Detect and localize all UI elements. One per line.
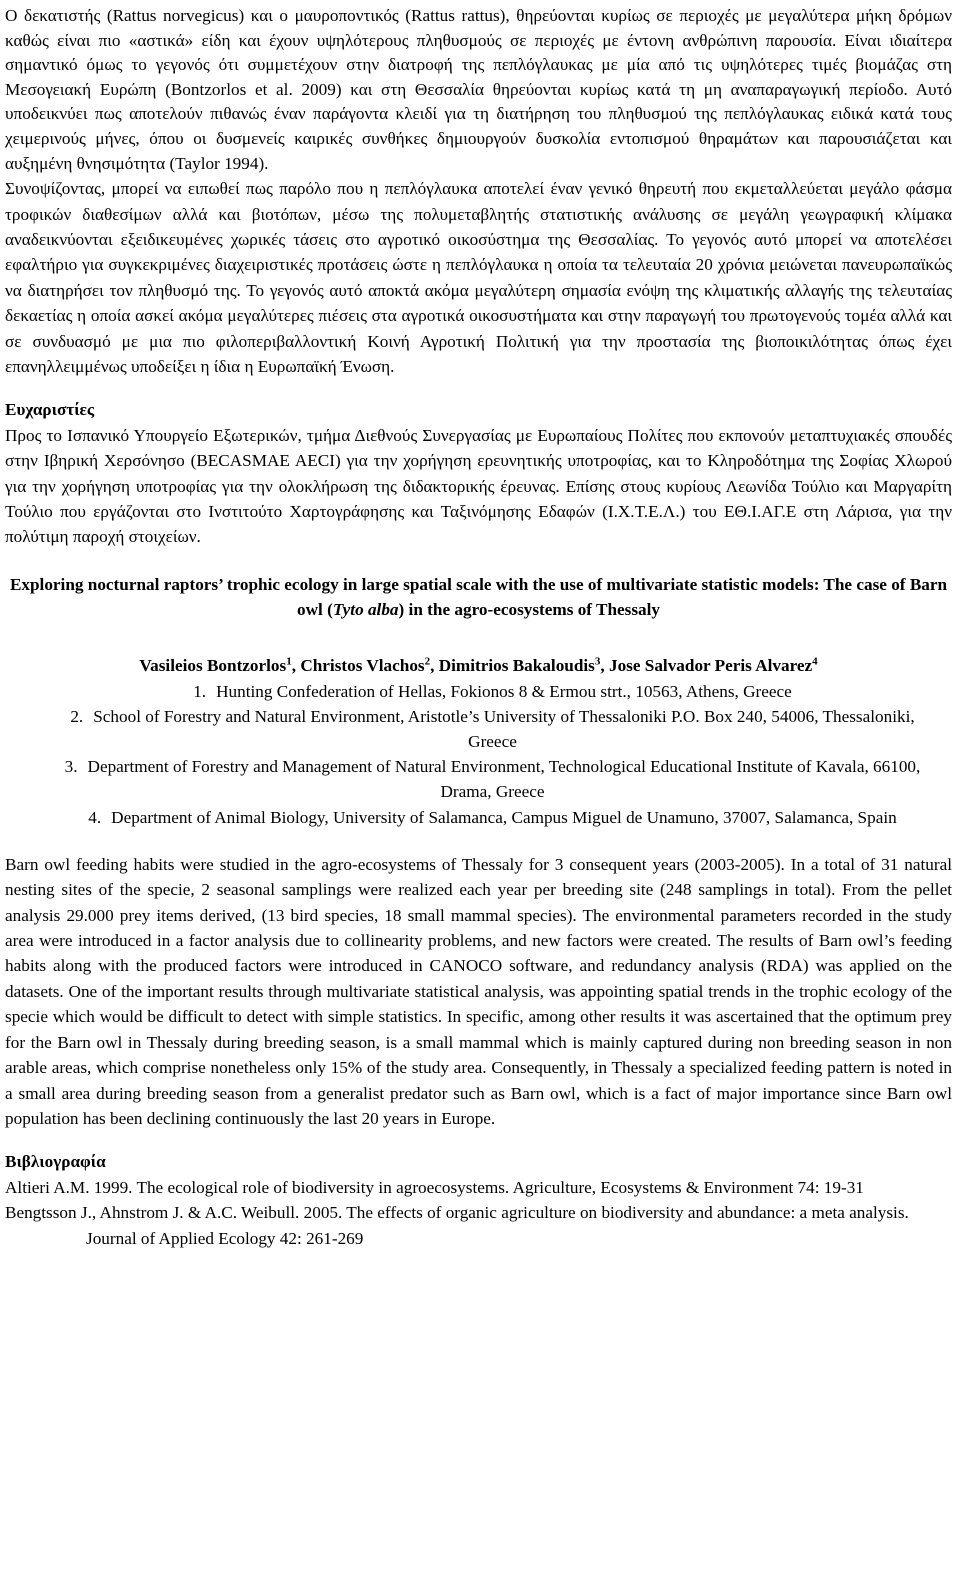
affiliation-item — [45, 704, 940, 754]
author-name: Dimitrios Bakaloudis — [438, 656, 595, 676]
author-affiliation-mark: 1 — [286, 655, 292, 668]
affiliation-text: Department of Forestry and Management of Natural Environment, Technological Educational Institute of Kavala, 66100, Drama, Greece — [87, 757, 921, 802]
author-name: Vasileios Bontzorlos — [139, 656, 287, 676]
affiliation-text: School of Forestry and Natural Environment, Aristotle’s University of Thessaloniki P.O. Box 240, 54006, Thessaloniki, Greece — [93, 706, 915, 752]
bibliography-heading: Βιβλιογραφία — [5, 1152, 106, 1172]
greek-paragraph-rats: Ο δεκατιστής (Rattus norvegicus) και ο μαυροποντικός (Rattus rattus), θηρεύονται κυρίως σε περιοχές με μεγαλύτερα μήκη δρόμων καθώς είναι πιο «αστικά» είδη και έχουν υψηλότερους πληθυσμούς σε περιοχές με έντονη ανθρώπινη παρουσία. Είναι ιδιαίτερα σημαντικό όμως το γεγονός ότι συμμετέχουν στην διατροφή της πεπλόγλαυκας με μία από τις υψηλότερες τιμές βιομάζας στη Μεσογειακή Ευρώπη (Bontzorlos et al. 2009) και στη Θεσσαλία θηρεύονται κυρίως κατά τη μη αναπαραγωγική περίοδο. Αυτό υποδεικνύει πως αποτελούν πιθανώς έναν παράγοντα κλειδί για τη διατήρηση του πληθυσμού της πεπλόγλαυκας ειδικά κατά τους χειμερινούς μήνες, όπου οι δυσμενείς καιρικές συνθήκες δημιουργούν δυσκολία εντοπισμού θηραμάτων και παρουσιάζεται και αυξημένη θνησιμότητα (Taylor 1994). — [5, 6, 952, 173]
author-list — [5, 653, 952, 679]
affiliation-text: Department of Animal Biology, University of Salamanca, Campus Miguel de Unamuno, 37007, Salamanca, Spain — [111, 807, 897, 827]
affiliation-text: Hunting Confederation of Hellas, Fokionos 8 & Ermou strt., 10563, Athens, Greece — [216, 681, 792, 701]
author-name: Jose Salvador Peris Alvarez — [608, 656, 813, 676]
acknowledgements-text: Προς το Ισπανικό Υπουργείο Εξωτερικών, τμήμα Διεθνούς Συνεργασίας με Ευρωπαίους Πολίτες που εκπονούν μεταπτυχιακές σπουδές στην Ιβηρική Χερσόνησο (BECASMAE AECI) για την χορήγηση ερευνητικής υποτροφίας, και το Κληροδότημα της Σοφίας Χλωρού για την χορήγηση υποτροφίας για την ολοκλήρωση της διδακτορικής έρευνας. Επίσης στους κυρίους Λεωνίδα Τούλιο και Μαργαρίτη Τούλιο που εργάζονται στο Ινστιτούτο Χαρτογράφησης και Ταξινόμησης Εδαφών (Ι.Χ.Τ.Ε.Λ.) του ΕΘ.Ι.ΑΓ.Ε στη Λάρισα, για την πολύτιμη παροχή στοιχείων. — [5, 425, 952, 547]
author-separator: , — [600, 656, 609, 676]
author-affiliation-mark: 2 — [424, 655, 431, 668]
affiliation-number: 1. — [193, 681, 207, 701]
reference-entry: Altieri A.M. 1999. The ecological role of biodiversity in agroecosystems. Agriculture, Ecosystems & Environment 74: 19-31 — [5, 1177, 864, 1197]
reference-entry: Bengtsson J., Ahnstrom J. & A.C. Weibull. 2005. The effects of organic agriculture on biodiversity and abundance: a meta analysis. Journal of Applied Ecology 42: 261-269 — [5, 1203, 909, 1248]
section-gap — [5, 1131, 952, 1149]
english-article-title — [5, 572, 952, 623]
title-part-1: Exploring nocturnal raptors’ trophic ecology in large spatial scale with the use of multivariate statistic models: The case of Barn owl ( — [9, 574, 948, 620]
affiliation-item — [45, 679, 940, 704]
greek-paragraph-summary: Συνοψίζοντας, μπορεί να ειπωθεί πως παρόλο που η πεπλόγλαυκα αποτελεί έναν γενικό θηρευτή που εκμεταλλεύεται μεγάλο φάσμα τροφικών διαθεσίμων αλλά και βιοτόπων, μέσω της πολυμεταβλητής στατιστικής ανάλυσης σε μεγάλη γεωγραφική κλίμακα αναδεικνύονται εξειδικευμένες χωρικές τάσεις στο αγροτικό οικοσύστημα της Θεσσαλίας. Το γεγονός αυτό μπορεί να αποτελέσει εφαλτήριο για συγκεκριμένες διαχειριστικές προτάσεις ώστε η πεπλόγλαυκα η οποία τα τελευταία 20 χρόνια μειώνεται πανευρωπαϊκώς να διατηρήσει τον πληθυσμό της. Το γεγονός αυτό αποκτά ακόμα μεγαλύτερη σημασία ενόψη της κλιματικής αλλαγής της τελευταίας δεκαετίας η οποία ασκεί ακόμα μεγαλύτερες πιέσεις στα αγροτικά οικοσυστήματα και στην παραγωγή του πρωτογενούς τομέα αλλά και σε συνδυασμό με μια πιο φιλοπεριβαλλοντική Κοινή Αγροτική Πολιτική για την προστασία της βιοποικιλότητας όπως έχει επανηλλειμμένως υποδείξει η ίδια η Ευρωπαϊκή Ένωση. — [5, 179, 952, 376]
affiliation-number: 2. — [70, 706, 84, 726]
affiliation-item — [45, 805, 940, 830]
affiliation-list — [5, 679, 952, 830]
title-part-2: ) in the agro-ecosystems of Thessaly — [398, 600, 660, 620]
affiliation-item — [45, 754, 940, 804]
author-affiliation-mark: 3 — [594, 655, 601, 668]
author-separator: , — [430, 656, 439, 676]
english-abstract: Barn owl feeding habits were studied in the agro-ecosystems of Thessaly for 3 consequent years (2003-2005). In a total of 31 natural nesting sites of the specie, 2 seasonal samplings were realized each year per breeding site (248 samplings in total). From the pellet analysis 29.000 prey items derived, (13 bird species, 18 small mammal species). The environmental parameters recorded in the study area were introduced in a factor analysis due to collinearity problems, and new factors were created. The results of Barn owl’s feeding habits along with the produced factors were introduced in CANOCO software, and redundancy analysis (RDA) was applied on the datasets. One of the important results through multivariate statistical analysis, was appointing spatial trends in the trophic ecology of the specie which would be difficult to detect with simple statistics. In specific, among other results it was ascertained that the optimum prey for the Barn owl in Thessaly during breeding season, is a small mammal which is mainly captured during non breeding season in non arable areas, which comprise nonetheless only 15% of the study area. Consequently, in Thessaly a specialized feeding pattern is noted in a small area during breeding season from a generalist predator such as Barn owl, which is a fact of major importance since Barn owl population has been declining continuously the last 20 years in Europe. — [5, 854, 952, 1128]
author-affiliation-mark: 4 — [812, 655, 818, 668]
acknowledgements-heading: Ευχαριστίες — [5, 400, 95, 420]
title-species-italic: Tyto alba — [332, 600, 399, 620]
affiliation-number: 3. — [64, 757, 78, 777]
section-gap — [5, 379, 952, 397]
author-name: Christos Vlachos — [300, 656, 425, 676]
author-separator: , — [291, 656, 301, 676]
affiliation-number: 4. — [88, 807, 102, 827]
section-gap — [5, 830, 952, 852]
